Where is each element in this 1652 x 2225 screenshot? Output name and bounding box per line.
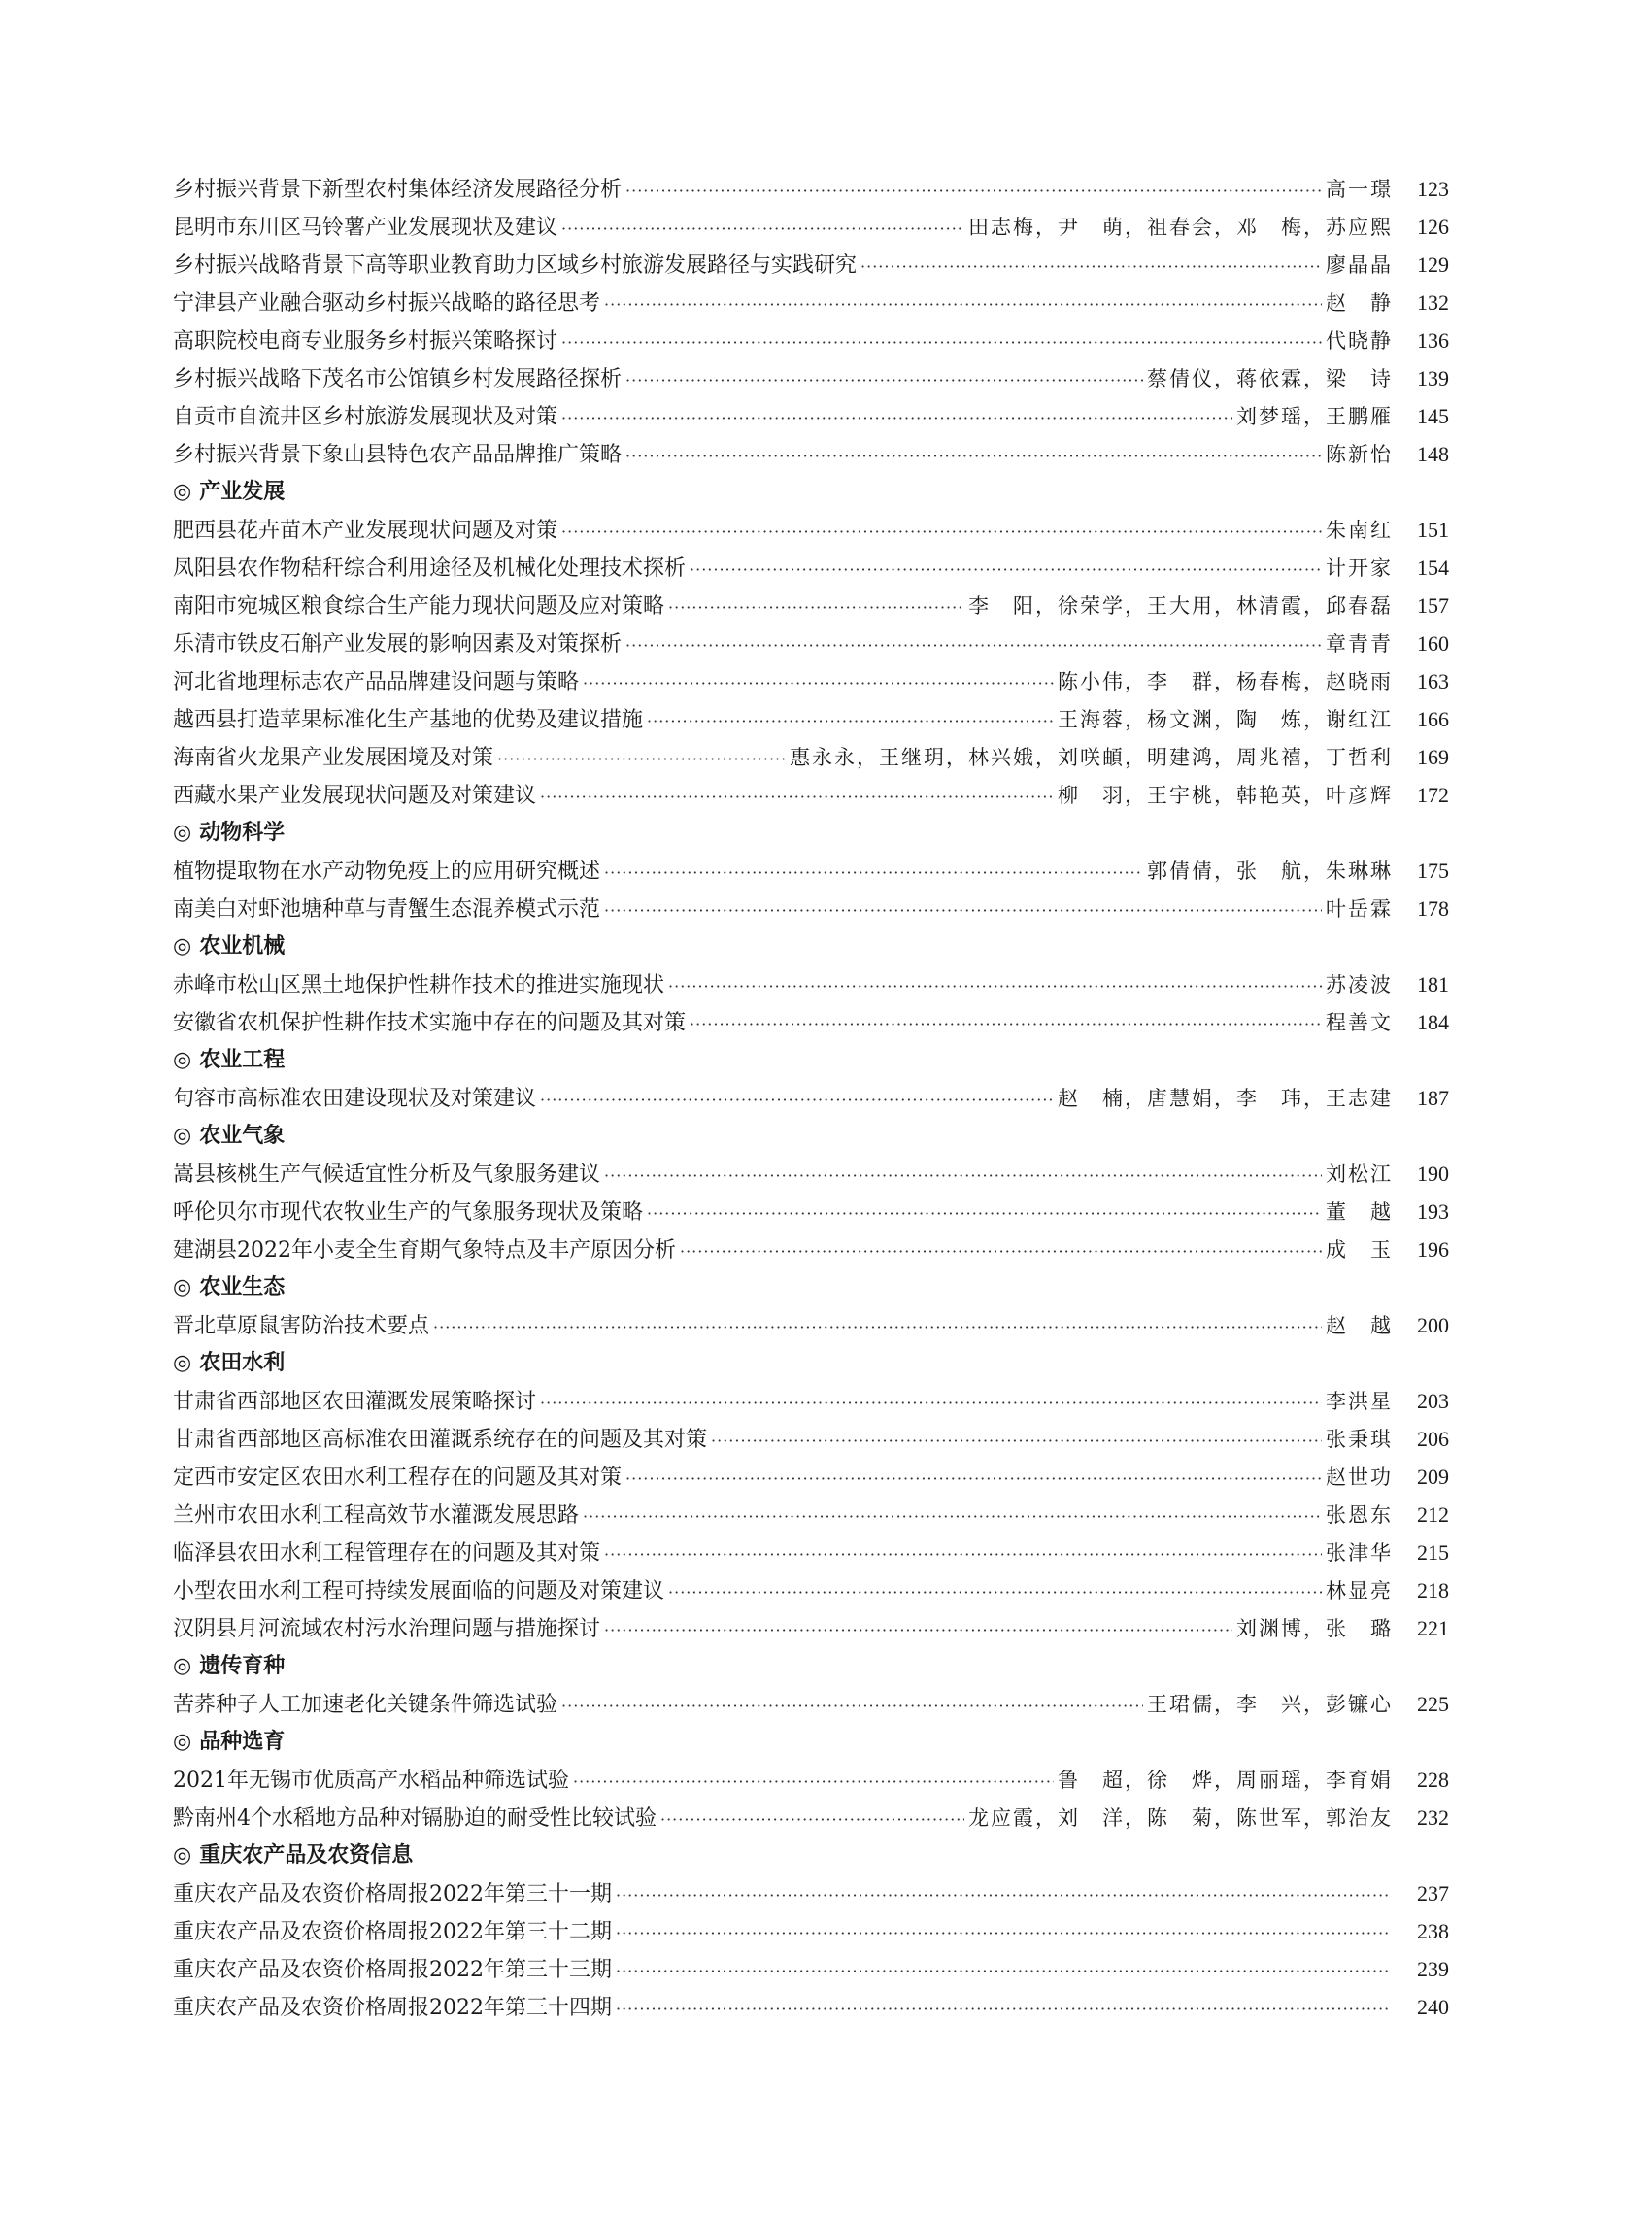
page-number: 232 bbox=[1417, 1805, 1449, 1830]
page-number: 239 bbox=[1417, 1957, 1449, 1981]
article-title: 汉阴县月河流域农村污水治理问题与措施探讨 bbox=[173, 1617, 601, 1641]
article-authors: 董 越 bbox=[1326, 1200, 1393, 1224]
dot-leader bbox=[647, 1195, 1322, 1232]
article-title: 河北省地理标志农产品品牌建设问题与策略 bbox=[173, 670, 580, 694]
article-authors: 田志梅，尹 萌，祖春会，邓 梅，苏应熙 bbox=[968, 216, 1393, 239]
article-title: 苦荞种子人工加速老化关键条件筛选试验 bbox=[173, 1693, 558, 1717]
toc-entry[interactable] bbox=[173, 1458, 1449, 1496]
dot-leader bbox=[540, 1384, 1322, 1422]
article-title: 黔南州4个水稻地方品种对镉胁迫的耐受性比较试验 bbox=[173, 1806, 657, 1831]
toc-entry[interactable] bbox=[173, 662, 1449, 700]
article-authors: 李 阳，徐荣学，王大用，林清霞，邱春磊 bbox=[968, 594, 1393, 618]
toc-entry[interactable] bbox=[173, 1609, 1449, 1647]
dot-leader bbox=[860, 248, 1322, 286]
toc-entry[interactable] bbox=[173, 397, 1449, 435]
article-authors: 李洪星 bbox=[1326, 1390, 1393, 1413]
page-number: 203 bbox=[1417, 1389, 1449, 1413]
article-authors: 赵 静 bbox=[1326, 291, 1393, 315]
toc-entry[interactable] bbox=[173, 1534, 1449, 1571]
article-title: 植物提取物在水产动物免疫上的应用研究概述 bbox=[173, 860, 601, 884]
dot-leader bbox=[616, 1952, 1389, 1990]
article-title: 甘肃省西部地区高标准农田灌溉系统存在的问题及其对策 bbox=[173, 1428, 708, 1452]
dot-leader bbox=[647, 702, 1054, 740]
article-title: 重庆农产品及农资价格周报2022年第三十二期 bbox=[173, 1920, 612, 1944]
article-authors: 王珺儒，李 兴，彭镰心 bbox=[1147, 1693, 1393, 1716]
section-title: 农业工程 bbox=[199, 1048, 286, 1072]
section-title: 品种选育 bbox=[199, 1730, 286, 1754]
page-number: 126 bbox=[1417, 215, 1449, 239]
dot-leader bbox=[711, 1422, 1322, 1460]
section-title: 农业气象 bbox=[199, 1124, 286, 1148]
section-title: 农田水利 bbox=[199, 1351, 286, 1375]
dot-leader bbox=[660, 1801, 964, 1838]
article-title: 呼伦贝尔市现代农牧业生产的气象服务现状及策略 bbox=[173, 1200, 644, 1225]
section-heading bbox=[173, 927, 1449, 965]
page-number: 225 bbox=[1417, 1692, 1449, 1716]
article-authors: 陈小伟，李 群，杨春梅，赵晓雨 bbox=[1058, 670, 1393, 693]
article-authors: 章青青 bbox=[1326, 632, 1393, 656]
article-authors: 张恩东 bbox=[1326, 1503, 1393, 1527]
page-number: 136 bbox=[1417, 328, 1449, 353]
article-authors: 林显亮 bbox=[1326, 1579, 1393, 1602]
page-number: 163 bbox=[1417, 669, 1449, 693]
dot-leader bbox=[604, 892, 1322, 929]
toc-entry[interactable] bbox=[173, 549, 1449, 587]
dot-leader bbox=[561, 323, 1322, 361]
article-title: 临泽县农田水利工程管理存在的问题及其对策 bbox=[173, 1541, 601, 1566]
article-authors: 刘松江 bbox=[1326, 1163, 1393, 1186]
toc-entry[interactable] bbox=[173, 1003, 1449, 1041]
article-title: 甘肃省西部地区农田灌溉发展策略探讨 bbox=[173, 1390, 537, 1414]
section-heading bbox=[173, 1723, 1449, 1761]
page-number: 129 bbox=[1417, 253, 1449, 277]
toc-entry[interactable] bbox=[173, 170, 1449, 208]
page-number: 237 bbox=[1417, 1881, 1449, 1905]
section-heading bbox=[173, 1041, 1449, 1079]
article-authors: 赵 楠，唐慧娟，李 玮，王志建 bbox=[1058, 1087, 1393, 1110]
section-marker-icon: ◎ bbox=[173, 1124, 192, 1148]
section-marker-icon: ◎ bbox=[173, 480, 192, 504]
dot-leader bbox=[668, 1573, 1322, 1611]
dot-leader bbox=[583, 1498, 1322, 1535]
page-number: 228 bbox=[1417, 1768, 1449, 1792]
article-title: 高职院校电商专业服务乡村振兴策略探讨 bbox=[173, 329, 558, 354]
article-title: 重庆农产品及农资价格周报2022年第三十一期 bbox=[173, 1882, 612, 1906]
toc-entry[interactable] bbox=[173, 1306, 1449, 1344]
article-title: 2021年无锡市优质高产水稻品种筛选试验 bbox=[173, 1769, 569, 1793]
page-number: 175 bbox=[1417, 859, 1449, 883]
page-number: 172 bbox=[1417, 783, 1449, 807]
dot-leader bbox=[573, 1763, 1054, 1801]
dot-leader bbox=[561, 399, 1232, 437]
article-title: 小型农田水利工程可持续发展面临的问题及对策建议 bbox=[173, 1579, 665, 1603]
toc-entry[interactable] bbox=[173, 1571, 1449, 1609]
page-number: 187 bbox=[1417, 1086, 1449, 1110]
section-marker-icon: ◎ bbox=[173, 1351, 192, 1375]
article-authors: 张秉琪 bbox=[1326, 1428, 1393, 1451]
article-authors: 代晓静 bbox=[1326, 329, 1393, 353]
page-number: 238 bbox=[1417, 1919, 1449, 1943]
section-title: 重庆农产品及农资信息 bbox=[199, 1843, 414, 1868]
dot-leader bbox=[616, 1990, 1389, 2028]
toc-entry[interactable] bbox=[173, 738, 1449, 776]
article-title: 嵩县核桃生产气候适宜性分析及气象服务建议 bbox=[173, 1163, 601, 1187]
page-number: 200 bbox=[1417, 1313, 1449, 1337]
page-number: 184 bbox=[1417, 1010, 1449, 1034]
page-number: 209 bbox=[1417, 1465, 1449, 1489]
dot-leader bbox=[604, 1611, 1232, 1649]
dot-leader bbox=[540, 1081, 1054, 1119]
toc-entry[interactable] bbox=[173, 624, 1449, 662]
page-number: 166 bbox=[1417, 707, 1449, 731]
toc-entry[interactable] bbox=[173, 1420, 1449, 1458]
section-title: 农业生态 bbox=[199, 1275, 286, 1299]
section-title: 动物科学 bbox=[199, 821, 286, 845]
article-authors: 苏凌波 bbox=[1326, 973, 1393, 996]
article-authors: 龙应霞，刘 洋，陈 菊，陈世军，郭治友 bbox=[968, 1806, 1393, 1830]
toc-entry[interactable] bbox=[173, 208, 1449, 246]
article-title: 海南省火龙果产业发展困境及对策 bbox=[173, 746, 494, 770]
page-number: 212 bbox=[1417, 1502, 1449, 1527]
dot-leader bbox=[583, 664, 1054, 702]
toc-entry[interactable] bbox=[173, 1950, 1449, 1988]
page-number: 240 bbox=[1417, 1995, 1449, 2019]
toc-entry[interactable] bbox=[173, 511, 1449, 549]
article-title: 重庆农产品及农资价格周报2022年第三十四期 bbox=[173, 1996, 612, 2020]
article-title: 昆明市东川区马铃薯产业发展现状及建议 bbox=[173, 216, 558, 240]
toc-entry[interactable] bbox=[173, 1155, 1449, 1193]
article-authors: 廖晶晶 bbox=[1326, 253, 1393, 277]
toc-entry[interactable] bbox=[173, 587, 1449, 624]
toc-entry[interactable] bbox=[173, 1874, 1449, 1912]
article-title: 南美白对虾池塘种草与青蟹生态混养模式示范 bbox=[173, 897, 601, 922]
article-title: 赤峰市松山区黑土地保护性耕作技术的推进实施现状 bbox=[173, 973, 665, 997]
section-title: 产业发展 bbox=[199, 480, 286, 504]
toc-entry[interactable] bbox=[173, 965, 1449, 1003]
dot-leader bbox=[604, 1157, 1322, 1195]
article-title: 凤阳县农作物秸秆综合利用途径及机械化处理技术探析 bbox=[173, 556, 687, 581]
article-title: 宁津县产业融合驱动乡村振兴战略的路径思考 bbox=[173, 291, 601, 316]
article-authors: 计开家 bbox=[1326, 556, 1393, 580]
toc-entry[interactable] bbox=[173, 1761, 1449, 1799]
toc-entry[interactable] bbox=[173, 852, 1449, 890]
article-authors: 刘梦瑶，王鹏雁 bbox=[1236, 405, 1393, 428]
dot-leader bbox=[625, 626, 1322, 664]
article-authors: 叶岳霖 bbox=[1326, 897, 1393, 921]
dot-leader bbox=[625, 1460, 1322, 1498]
toc-entry[interactable] bbox=[173, 435, 1449, 473]
section-heading bbox=[173, 1647, 1449, 1685]
toc-entry[interactable] bbox=[173, 776, 1449, 814]
toc-entry[interactable] bbox=[173, 700, 1449, 738]
page-number: 169 bbox=[1417, 745, 1449, 769]
section-heading bbox=[173, 1344, 1449, 1382]
article-title: 肥西县花卉苗木产业发展现状问题及对策 bbox=[173, 519, 558, 543]
article-title: 兰州市农田水利工程高效节水灌溉发展思路 bbox=[173, 1503, 580, 1528]
article-title: 西藏水果产业发展现状问题及对策建议 bbox=[173, 784, 537, 808]
article-title: 乡村振兴战略下茂名市公馆镇乡村发展路径探析 bbox=[173, 367, 623, 391]
section-heading bbox=[173, 1837, 1449, 1874]
toc-entry[interactable] bbox=[173, 321, 1449, 359]
section-marker-icon: ◎ bbox=[173, 1048, 192, 1072]
article-title: 越西县打造苹果标准化生产基地的优势及建议措施 bbox=[173, 708, 644, 732]
dot-leader bbox=[433, 1308, 1322, 1346]
toc-entry[interactable] bbox=[173, 1496, 1449, 1534]
section-marker-icon: ◎ bbox=[173, 934, 192, 959]
article-title: 句容市高标准农田建设现状及对策建议 bbox=[173, 1087, 537, 1111]
page-number: 215 bbox=[1417, 1540, 1449, 1565]
dot-leader bbox=[668, 589, 964, 626]
section-marker-icon: ◎ bbox=[173, 1275, 192, 1299]
section-heading bbox=[173, 1268, 1449, 1306]
page-number: 206 bbox=[1417, 1427, 1449, 1451]
article-title: 乡村振兴战略背景下高等职业教育助力区域乡村旅游发展路径与实践研究 bbox=[173, 253, 858, 278]
section-marker-icon: ◎ bbox=[173, 1654, 192, 1678]
page-number: 139 bbox=[1417, 366, 1449, 390]
page-number: 221 bbox=[1417, 1616, 1449, 1640]
page-number: 218 bbox=[1417, 1578, 1449, 1602]
article-authors: 赵 越 bbox=[1326, 1314, 1393, 1337]
dot-leader bbox=[690, 1005, 1322, 1043]
article-authors: 程善文 bbox=[1326, 1011, 1393, 1034]
toc-entry[interactable] bbox=[173, 1988, 1449, 2026]
article-authors: 高一璟 bbox=[1326, 178, 1393, 201]
dot-leader bbox=[561, 513, 1322, 551]
section-heading bbox=[173, 473, 1449, 511]
dot-leader bbox=[604, 286, 1322, 323]
dot-leader bbox=[604, 854, 1143, 892]
toc-entry[interactable] bbox=[173, 890, 1449, 927]
article-title: 重庆农产品及农资价格周报2022年第三十三期 bbox=[173, 1958, 612, 1982]
page-number: 157 bbox=[1417, 593, 1449, 618]
dot-leader bbox=[561, 1687, 1143, 1725]
article-authors: 柳 羽，王宇桃，韩艳英，叶彦辉 bbox=[1058, 784, 1393, 807]
dot-leader bbox=[540, 778, 1054, 816]
dot-leader bbox=[668, 967, 1322, 1005]
dot-leader bbox=[561, 210, 964, 248]
page-number: 148 bbox=[1417, 442, 1449, 466]
toc-entry[interactable] bbox=[173, 1230, 1449, 1268]
toc-entry[interactable] bbox=[173, 1912, 1449, 1950]
article-title: 建湖县2022年小麦全生育期气象特点及丰产原因分析 bbox=[173, 1238, 676, 1263]
article-authors: 蔡倩仪，蒋依霖，梁 诗 bbox=[1147, 367, 1393, 390]
page-number: 132 bbox=[1417, 290, 1449, 315]
section-heading bbox=[173, 814, 1449, 852]
article-title: 乐清市铁皮石斛产业发展的影响因素及对策探析 bbox=[173, 632, 623, 657]
article-authors: 郭倩倩，张 航，朱琳琳 bbox=[1147, 860, 1393, 883]
section-marker-icon: ◎ bbox=[173, 1843, 192, 1868]
article-authors: 朱南红 bbox=[1326, 519, 1393, 542]
page-number: 123 bbox=[1417, 177, 1449, 201]
article-authors: 成 玉 bbox=[1326, 1238, 1393, 1262]
section-marker-icon: ◎ bbox=[173, 1730, 192, 1754]
toc-entry[interactable] bbox=[173, 1193, 1449, 1230]
toc-entry[interactable] bbox=[173, 1079, 1449, 1117]
article-authors: 惠永永，王继玥，林兴娥，刘咲頔，明建鸿，周兆禧，丁哲利 bbox=[790, 746, 1393, 769]
page-number: 154 bbox=[1417, 556, 1449, 580]
dot-leader bbox=[497, 740, 786, 778]
page-number: 151 bbox=[1417, 518, 1449, 542]
section-title: 遗传育种 bbox=[199, 1654, 286, 1678]
page-number: 190 bbox=[1417, 1162, 1449, 1186]
toc-entry[interactable] bbox=[173, 1799, 1449, 1837]
article-authors: 王海蓉，杨文渊，陶 炼，谢红江 bbox=[1058, 708, 1393, 731]
dot-leader bbox=[680, 1232, 1322, 1270]
dot-leader bbox=[604, 1535, 1322, 1573]
page-number: 160 bbox=[1417, 631, 1449, 656]
dot-leader bbox=[690, 551, 1322, 589]
page-number: 196 bbox=[1417, 1237, 1449, 1262]
section-marker-icon: ◎ bbox=[173, 821, 192, 845]
article-title: 乡村振兴背景下新型农村集体经济发展路径分析 bbox=[173, 178, 623, 202]
article-title: 乡村振兴背景下象山县特色农产品品牌推广策略 bbox=[173, 443, 623, 467]
toc-entry[interactable] bbox=[173, 359, 1449, 397]
dot-leader bbox=[625, 361, 1143, 399]
article-title: 自贡市自流井区乡村旅游发展现状及对策 bbox=[173, 405, 558, 429]
table-of-contents bbox=[173, 170, 1449, 2026]
dot-leader bbox=[616, 1914, 1389, 1952]
article-authors: 张津华 bbox=[1326, 1541, 1393, 1565]
article-title: 定西市安定区农田水利工程存在的问题及其对策 bbox=[173, 1466, 623, 1490]
page-number: 145 bbox=[1417, 404, 1449, 428]
dot-leader bbox=[616, 1876, 1389, 1914]
page-number: 193 bbox=[1417, 1199, 1449, 1224]
article-title: 晋北草原鼠害防治技术要点 bbox=[173, 1314, 430, 1338]
dot-leader bbox=[625, 437, 1322, 475]
article-title: 安徽省农机保护性耕作技术实施中存在的问题及其对策 bbox=[173, 1011, 687, 1035]
article-authors: 赵世功 bbox=[1326, 1466, 1393, 1489]
toc-entry[interactable] bbox=[173, 1382, 1449, 1420]
page-number: 181 bbox=[1417, 972, 1449, 996]
section-title: 农业机械 bbox=[199, 934, 286, 959]
toc-entry[interactable] bbox=[173, 284, 1449, 321]
article-authors: 陈新怡 bbox=[1326, 443, 1393, 466]
page-number: 178 bbox=[1417, 896, 1449, 921]
toc-entry[interactable] bbox=[173, 246, 1449, 284]
section-heading bbox=[173, 1117, 1449, 1155]
dot-leader bbox=[625, 172, 1322, 210]
article-authors: 鲁 超，徐 烨，周丽瑶，李育娟 bbox=[1058, 1769, 1393, 1792]
toc-entry[interactable] bbox=[173, 1685, 1449, 1723]
article-title: 南阳市宛城区粮食综合生产能力现状问题及应对策略 bbox=[173, 594, 665, 619]
article-authors: 刘渊博，张 璐 bbox=[1236, 1617, 1393, 1640]
